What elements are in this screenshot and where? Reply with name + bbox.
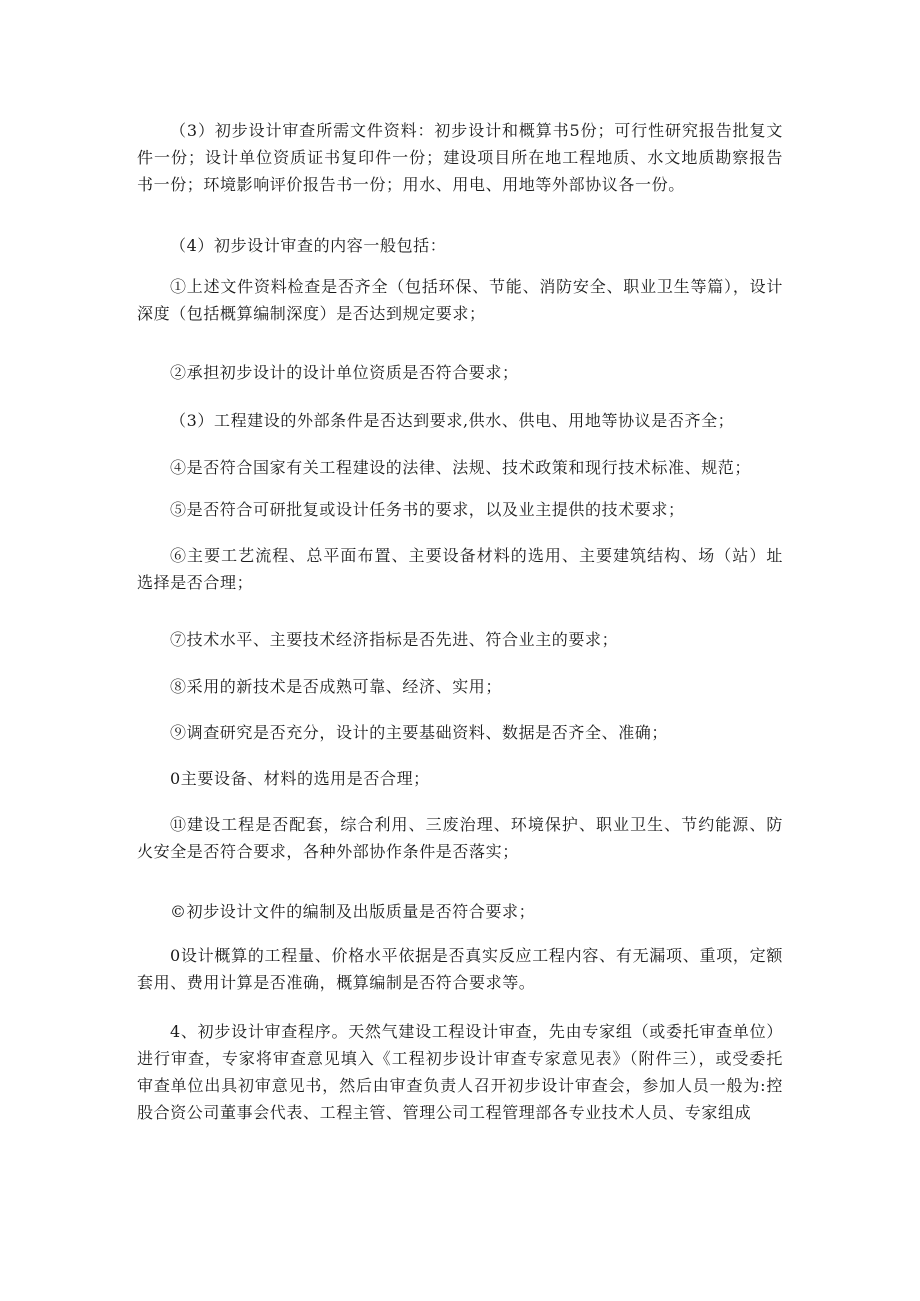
para-review-procedure: 4、初步设计审查程序。天然气建设工程设计审查，先由专家组（或委托审查单位）进行审查，专家将审查意见填入《工程初步设计审查专家意见表》（附件三），或受委托审查单位出具初审意见书，然后由审查负责人召开初步设计审查会，参加人员一般为:控股合资公司董事会代表、工程主管、管理公司工程管理部各专业技术人员、专家组成 — [137, 1022, 783, 1122]
para-item-3: （3）工程建设的外部条件是否达到要求,供水、供电、用地等协议是否齐全； — [170, 411, 735, 430]
para-item-11: ⑪建设工程是否配套，综合利用、三废治理、环境保护、职业卫生、节约能源、防火安全是否符合要求，各种外部协作条件是否落实； — [137, 815, 783, 861]
para-item-7: ⑦技术水平、主要技术经济指标是否先进、符合业主的要求； — [170, 630, 619, 649]
para-item-9: ⑨调查研究是否充分，设计的主要基础资料、数据是否齐全、准确； — [170, 723, 669, 742]
para-item-6: ⑥主要工艺流程、总平面布置、主要设备材料的选用、主要建筑结构、场（站）址选择是否合理； — [137, 546, 783, 592]
para-item-4: ④是否符合国家有关工程建设的法律、法规、技术政策和现行技术标准、规范； — [170, 458, 752, 477]
para-item-1: ①上述文件资料检查是否齐全（包括环保、节能、消防安全、职业卫生等篇），设计深度（包括概算编制深度）是否达到规定要求； — [137, 277, 783, 323]
para-item-10: 0主要设备、材料的选用是否合理； — [170, 769, 430, 788]
para-review-content-intro: （4）初步设计审查的内容一般包括： — [170, 236, 447, 255]
para-review-documents: （3）初步设计审查所需文件资料：初步设计和概算书5份；可行性研究报告批复文件一份；设计单位资质证书复印件一份；建设项目所在地工程地质、水文地质勘察报告书一份；环境影响评价报告书一份；用水、用电、用地等外部协议各一份。 — [137, 121, 783, 194]
para-item-5: ⑤是否符合可研批复或设计任务书的要求，以及业主提供的技术要求； — [170, 500, 685, 519]
para-item-8: ⑧采用的新技术是否成熟可靠、经济、实用； — [170, 677, 503, 696]
para-item-13: 0设计概算的工程量、价格水平依据是否真实反应工程内容、有无漏项、重项，定额套用、费用计算是否准确，概算编制是否符合要求等。 — [137, 946, 783, 992]
para-item-2: ②承担初步设计的设计单位资质是否符合要求； — [170, 363, 519, 382]
para-item-12: ©初步设计文件的编制及出版质量是否符合要求； — [170, 902, 536, 921]
